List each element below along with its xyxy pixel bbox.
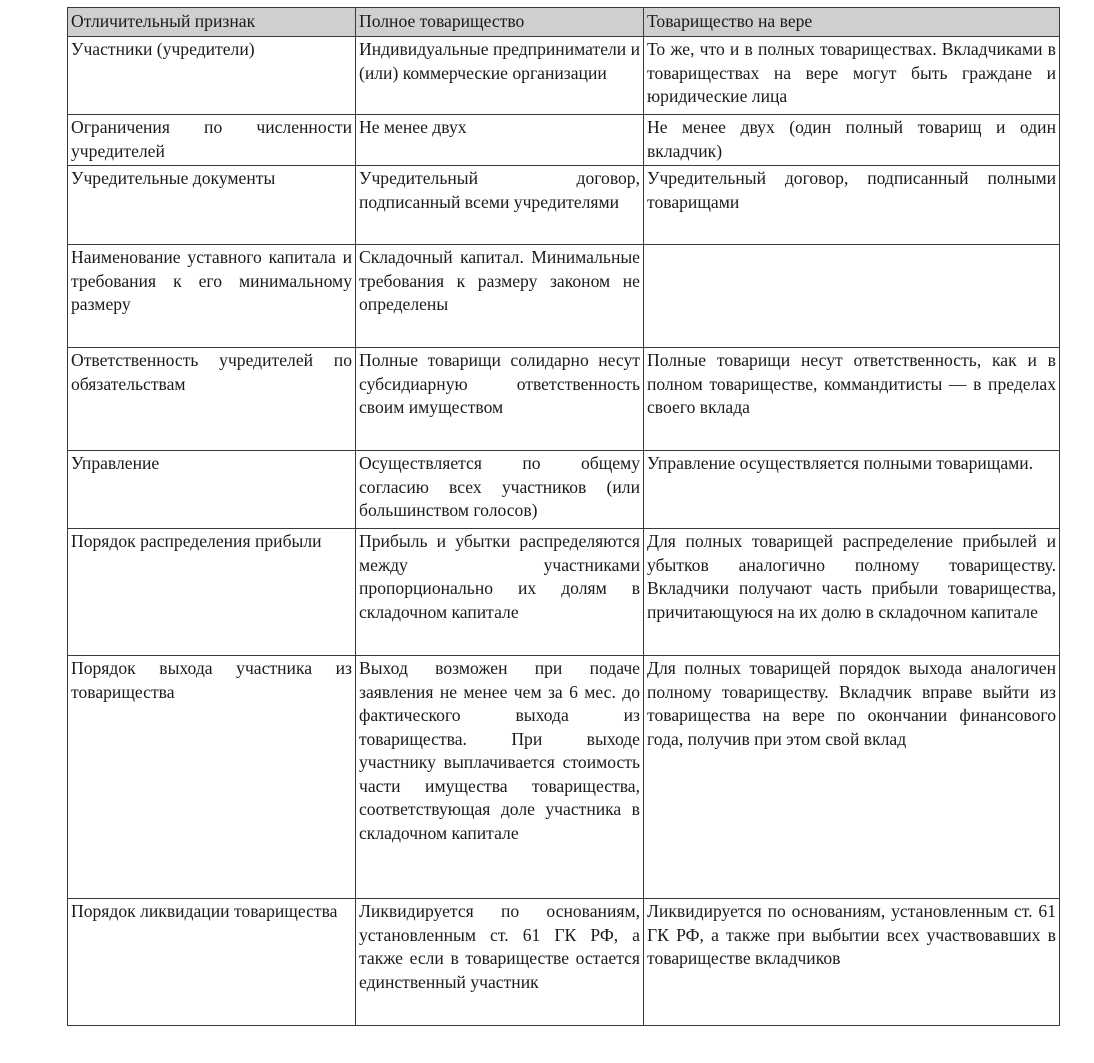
cell-feature: Участники (учредители) xyxy=(68,37,356,115)
cell-limited: Управление осуществляется полными товарищами. xyxy=(644,451,1060,529)
cell-limited: То же, что и в полных товариществах. Вкладчиками в товариществах на вере могут быть граждане и юридические лица xyxy=(644,37,1060,115)
cell-feature: Порядок ликвидации товарищества xyxy=(68,899,356,1026)
table-row xyxy=(68,37,1060,115)
cell-full: Осуществляется по общему согласию всех участников (или большинством голосов) xyxy=(356,451,644,529)
cell-limited: Для полных товарищей распределение прибылей и убытков аналогично полному товариществу. Вкладчики получают часть прибыли товарищества, причитающуюся на их долю в складочном капитале xyxy=(644,529,1060,656)
header-feature: Отличительный признак xyxy=(68,8,356,37)
table-row xyxy=(68,656,1060,899)
cell-feature: Ответственность учредителей по обязательствам xyxy=(68,348,356,451)
cell-feature: Ограничения по численности учредителей xyxy=(68,115,356,166)
header-full-partnership: Полное товарищество xyxy=(356,8,644,37)
cell-full: Учредительный договор, подписанный всеми учредителями xyxy=(356,166,644,245)
cell-limited: Учредительный договор, подписанный полными товарищами xyxy=(644,166,1060,245)
header-limited-partnership: Товарищество на вере xyxy=(644,8,1060,37)
cell-limited: Для полных товарищей порядок выхода аналогичен полному товариществу. Вкладчик вправе выйти из товарищества на вере по окончании финансового года, получив при этом свой вклад xyxy=(644,656,1060,899)
comparison-table xyxy=(67,7,1060,1026)
cell-full: Не менее двух xyxy=(356,115,644,166)
cell-full: Индивидуальные предприниматели и (или) коммерческие организации xyxy=(356,37,644,115)
table-header-row xyxy=(68,8,1060,37)
cell-full: Выход возможен при подаче заявления не менее чем за 6 мес. до фактического выхода из товарищества. При выходе участнику выплачивается стоимость части имущества товарищества, соответствующая доле участника в складочном капитале xyxy=(356,656,644,899)
cell-full: Полные товарищи солидарно несут субсидиарную ответственность своим имуществом xyxy=(356,348,644,451)
cell-limited: Не менее двух (один полный товарищ и один вкладчик) xyxy=(644,115,1060,166)
cell-limited: Ликвидируется по основаниям, установленным ст. 61 ГК РФ, а также при выбытии всех участвовавших в товариществе вкладчиков xyxy=(644,899,1060,1026)
cell-limited: Полные товарищи несут ответственность, как и в полном товариществе, коммандитисты — в пределах своего вклада xyxy=(644,348,1060,451)
table-row xyxy=(68,348,1060,451)
cell-feature: Наименование уставного капитала и требования к его минимальному размеру xyxy=(68,245,356,348)
cell-feature: Порядок выхода участника из товарищества xyxy=(68,656,356,899)
comparison-document xyxy=(67,7,1059,1026)
cell-limited xyxy=(644,245,1060,348)
cell-full: Ликвидируется по основаниям, установленным ст. 61 ГК РФ, а также если в товариществе остается единственный участник xyxy=(356,899,644,1026)
table-row xyxy=(68,115,1060,166)
table-row xyxy=(68,166,1060,245)
cell-full: Складочный капитал. Минимальные требования к размеру законом не определены xyxy=(356,245,644,348)
table-row xyxy=(68,451,1060,529)
table-row xyxy=(68,899,1060,1026)
cell-feature: Учредительные документы xyxy=(68,166,356,245)
table-row xyxy=(68,245,1060,348)
cell-feature: Управление xyxy=(68,451,356,529)
cell-full: Прибыль и убытки распределяются между участниками пропорционально их долям в складочном капитале xyxy=(356,529,644,656)
cell-feature: Порядок распределения прибыли xyxy=(68,529,356,656)
table-row xyxy=(68,529,1060,656)
